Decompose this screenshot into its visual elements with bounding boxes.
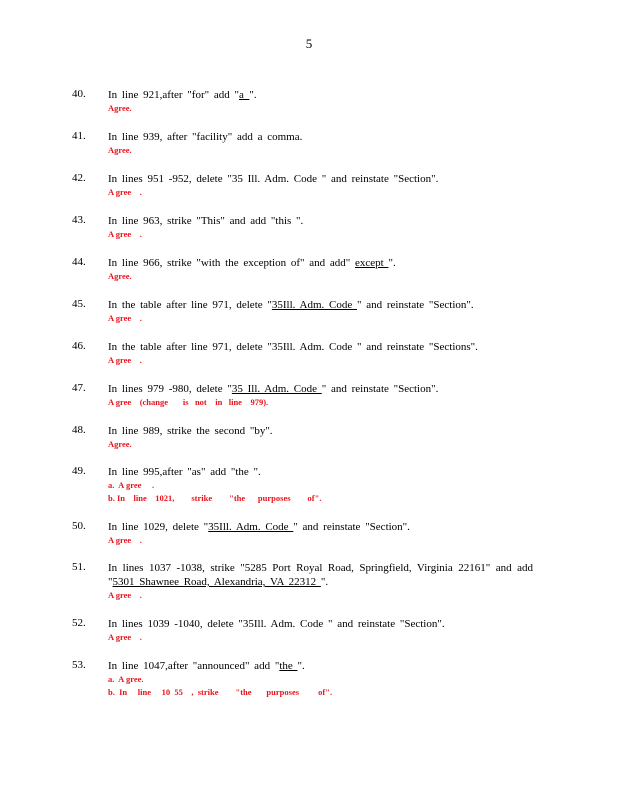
item-body — [108, 465, 533, 505]
item-body — [108, 130, 533, 157]
item-number: 44. — [72, 256, 86, 268]
response-note-a: a. A gree . — [108, 480, 155, 490]
instruction-text: In line 963, strike "This" and add "this ". — [108, 215, 304, 227]
item-body — [108, 256, 533, 283]
instruction-text-line-1: In lines 1037 -1038, strike "5285 Port Royal Road, Springfield, Virginia 22161" and add — [108, 562, 533, 574]
instruction-text: In line 939, after "facility" add a comma. — [108, 131, 303, 143]
instruction-text: In the table after line 971, delete "35Ill. Adm. Code " and reinstate "Sections". — [108, 341, 478, 353]
item-number: 51. — [72, 561, 86, 573]
response-note: A gree . — [108, 355, 142, 365]
response-note: Agree. — [108, 145, 132, 155]
item-body — [108, 382, 533, 409]
underlined-text: the — [279, 660, 298, 672]
item-number: 46. — [72, 340, 86, 352]
response-note: A gree . — [108, 229, 142, 239]
item-body — [108, 214, 533, 241]
item-body — [108, 520, 533, 547]
instruction-text: In line 1047,after "announced" add "the ". — [108, 660, 305, 672]
instruction-text: In line 1029, delete "35Ill. Adm. Code " and reinstate "Section". — [108, 521, 410, 533]
item-body — [108, 172, 533, 199]
item-number: 52. — [72, 617, 86, 629]
page-number: 5 — [305, 36, 313, 51]
underlined-text: 35Ill. Adm. Code — [208, 521, 294, 533]
response-note: Agree. — [108, 103, 132, 113]
response-note: A gree . — [108, 187, 142, 197]
item-number: 45. — [72, 298, 86, 310]
underlined-text: except — [355, 257, 389, 269]
instruction-text: In the table after line 971, delete "35Ill. Adm. Code " and reinstate "Section". — [108, 299, 474, 311]
response-note: Agree. — [108, 439, 132, 449]
underlined-text: 35Ill. Adm. Code — [271, 299, 358, 311]
item-number: 47. — [72, 382, 86, 394]
underlined-text: 35 Ill. Adm. Code — [231, 383, 322, 395]
item-body — [108, 298, 533, 325]
item-number: 48. — [72, 424, 86, 436]
item-number: 41. — [72, 130, 86, 142]
response-note: A gree . — [108, 632, 142, 642]
instruction-text: In line 966, strike "with the exception of" and add" except ". — [108, 257, 396, 269]
underlined-text: a_ — [238, 89, 250, 101]
response-note: Agree. — [108, 271, 132, 281]
item-body — [108, 424, 533, 451]
response-note: A gree . — [108, 535, 142, 545]
instruction-text: In line 989, strike the second "by". — [108, 425, 273, 437]
item-number: 40. — [72, 88, 86, 100]
item-number: 53. — [72, 659, 86, 671]
item-body — [108, 340, 533, 367]
item-number: 42. — [72, 172, 86, 184]
item-number: 43. — [72, 214, 86, 226]
instruction-text-line-2: "5301 Shawnee Road, Alexandria, VA 22312 ". — [108, 576, 329, 588]
item-body — [108, 88, 533, 115]
item-body — [108, 659, 533, 699]
instruction-text: In line 921,after "for" add "a_". — [108, 89, 257, 101]
instruction-text: In lines 979 -980, delete "35 Ill. Adm. Code " and reinstate "Section". — [108, 383, 439, 395]
response-note-b: b. In line 1021, strike "the purposes of". — [108, 493, 322, 503]
response-note: A gree (change is not in line 979). — [108, 397, 269, 407]
item-body — [108, 617, 533, 644]
underlined-text: 5301 Shawnee Road, Alexandria, VA 22312 — [112, 576, 321, 588]
item-number: 50. — [72, 520, 86, 532]
instruction-text: In lines 951 -952, delete "35 Ill. Adm. Code " and reinstate "Section". — [108, 173, 439, 185]
response-note: A gree . — [108, 590, 142, 600]
item-number: 49. — [72, 465, 86, 477]
response-note: A gree . — [108, 313, 142, 323]
item-body — [108, 561, 533, 602]
response-note-a: a. A gree. — [108, 674, 144, 684]
response-note-b: b. In line 10 55 , strike "the purposes of". — [108, 687, 333, 697]
instruction-text: In lines 1039 -1040, delete "35Ill. Adm. Code " and reinstate "Section". — [108, 618, 445, 630]
instruction-text: In line 995,after "as" add "the ". — [108, 466, 261, 478]
